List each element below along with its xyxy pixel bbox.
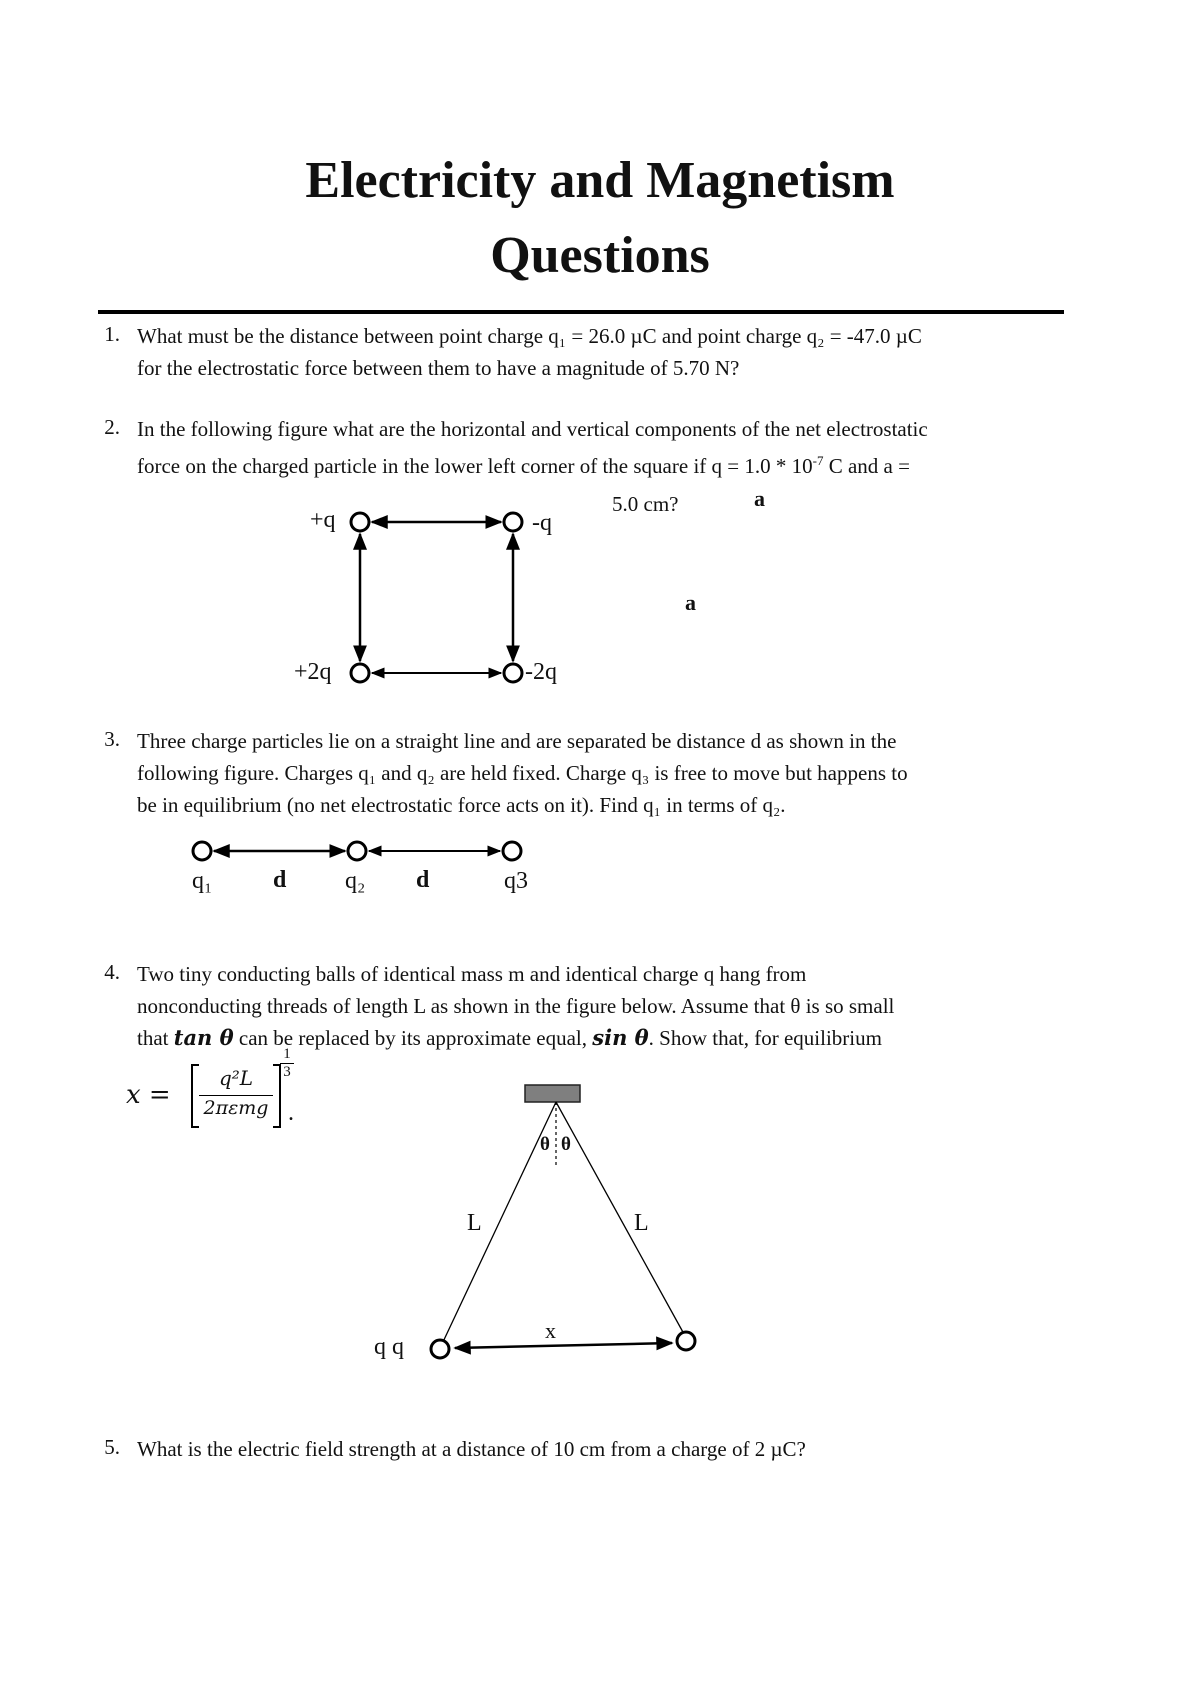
label-q3: q3: [504, 868, 528, 894]
question-1-line-1: What must be the distance between point charge q₁ = 26.0 µC and point charge q₂ = -47.0 µC: [137, 324, 922, 348]
label-length-right: L: [634, 1210, 649, 1236]
question-3-line-3: be in equilibrium (no net electrostatic force acts on it). Find q₁ in terms of q₂.: [137, 793, 786, 817]
label-q2: q₂: [345, 868, 366, 894]
label-charges-qq: q q: [374, 1334, 404, 1360]
formula-period: .: [288, 1100, 294, 1126]
question-3-line-1: Three charge particles lie on a straight line and are separated be distance d as shown in the: [137, 729, 897, 753]
label-theta-right: θ: [561, 1134, 571, 1155]
side-label-a-right: a: [685, 590, 696, 615]
charge-label-bottom-left: +2q: [294, 659, 332, 685]
question-4-number: 4.: [104, 960, 120, 984]
question-4-line-3: that tan θ can be replaced by its approximate equal, sin θ. Show that, for equilibrium: [137, 1025, 882, 1050]
ceiling-support: [525, 1085, 580, 1102]
label-d1: d: [273, 867, 287, 893]
page-subtitle: Questions: [490, 227, 710, 284]
question-5-number: 5.: [104, 1435, 120, 1459]
question-4-line-2: nonconducting threads of length L as shown in the figure below. Assume that θ is so small: [137, 994, 895, 1018]
page-title: Electricity and Magnetism: [305, 152, 895, 209]
question-3-number: 3.: [104, 727, 120, 751]
label-d2: d: [416, 867, 430, 893]
label-separation-x: x: [545, 1318, 556, 1343]
question-3-line-2: following figure. Charges q₁ and q₂ are held fixed. Charge q₃ is free to move but happens to: [137, 761, 908, 785]
charge-label-bottom-right: -2q: [525, 659, 557, 685]
label-length-left: L: [467, 1210, 482, 1236]
formula-denominator: 2πεmg: [203, 1097, 269, 1119]
charge-label-top-left: +q: [310, 507, 336, 533]
side-label-a-top: a: [754, 486, 765, 511]
question-1-number: 1.: [104, 322, 120, 346]
arrow-separation-x: [455, 1343, 672, 1348]
question-2-line-3: 5.0 cm?: [612, 492, 679, 516]
ball-left: [431, 1340, 449, 1358]
thread-left: [442, 1102, 556, 1344]
formula-numerator: q²L: [218, 1066, 254, 1090]
charge-label-top-right: -q: [532, 510, 552, 536]
question-2-line-2: force on the charged particle in the lower left corner of the square if $q = 1.0 * 10^{-7}$ C and a =: [137, 453, 910, 478]
question-5-text: What is the electric field strength at a distance of 10 cm from a charge of 2 µC?: [137, 1437, 806, 1461]
formula-exponent: 1 3: [280, 1046, 294, 1081]
formula-lhs: x =: [126, 1080, 171, 1110]
question-4-line-1: Two tiny conducting balls of identical mass m and identical charge q hang from: [137, 962, 807, 986]
label-q1: q₁: [192, 868, 213, 894]
question-1-line-2: for the electrostatic force between them to have a magnitude of 5.70 N?: [137, 356, 740, 380]
question-2-line-1: In the following figure what are the horizontal and vertical components of the net electrostatic: [137, 417, 928, 441]
ball-right: [677, 1332, 695, 1350]
question-2-number: 2.: [104, 415, 120, 439]
label-theta-left: θ: [540, 1134, 550, 1155]
thread-right: [556, 1102, 684, 1334]
